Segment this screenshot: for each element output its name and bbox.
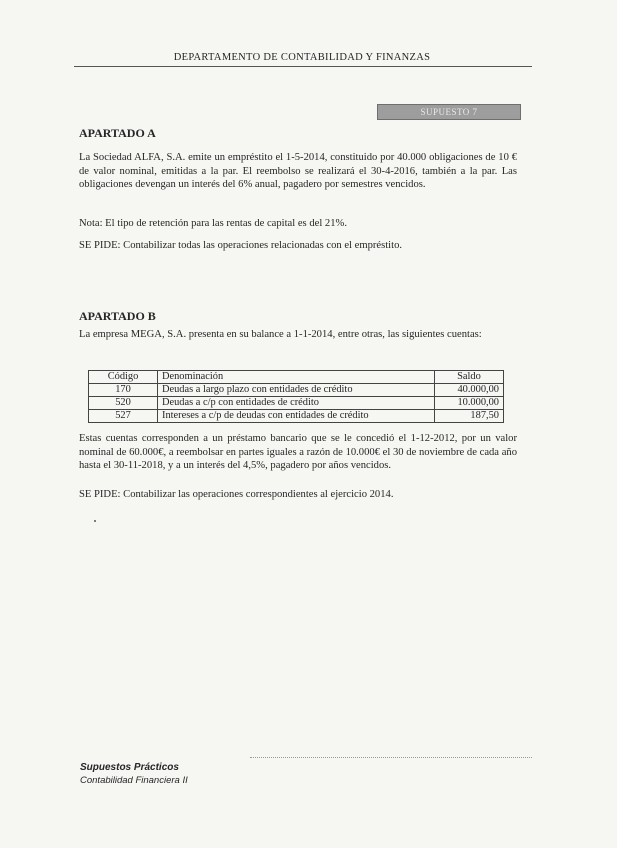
row-balance: 187,50	[435, 410, 504, 423]
apartado-a-se-pide: SE PIDE: Contabilizar todas las operaciones relacionadas con el empréstito.	[79, 240, 403, 251]
supuesto-stamp: SUPUESTO 7	[377, 104, 521, 120]
header-code: Código	[89, 371, 158, 384]
table-header-row	[89, 371, 504, 384]
accounts-table	[88, 370, 504, 423]
apartado-a-title: APARTADO A	[79, 126, 156, 140]
row-name: Deudas a largo plazo con entidades de crédito	[158, 384, 435, 397]
row-balance: 40.000,00	[435, 384, 504, 397]
table-row	[89, 397, 504, 410]
table-row	[89, 410, 504, 423]
row-balance: 10.000,00	[435, 397, 504, 410]
header-balance: Saldo	[435, 371, 504, 384]
apartado-b-paragraph: Estas cuentas corresponden a un préstamo bancario que se le concedió el 1-12-2012, por un valor nominal de 60.000€, a reembolsar en partes iguales a razón de 10.000€ el 30 de noviembre de cada año hasta el 30-11-2018, y a un interés del 4,5%, pagadero por años vencidos.	[79, 433, 517, 472]
scan-speck	[94, 520, 96, 522]
apartado-a-paragraph: La Sociedad ALFA, S.A. emite un empréstito el 1-5-2014, constituido por 40.000 obligaciones de 10 € de valor nominal, emitidas a la par. El reembolso se realizará el 30-4-2016, también a la par. Las obligaciones devengan un interés del 6% anual, pagadero por semestres vencidos.	[79, 152, 517, 191]
apartado-b-intro: La empresa MEGA, S.A. presenta en su balance a 1-1-2014, entre otras, las siguientes cuentas:	[79, 329, 482, 340]
apartado-b-title: APARTADO B	[79, 309, 156, 323]
row-code: 527	[89, 410, 158, 423]
footer-subject: Contabilidad Financiera II	[80, 775, 188, 786]
footer-divider	[250, 757, 532, 758]
header-name: Denominación	[158, 371, 435, 384]
row-name: Intereses a c/p de deudas con entidades de crédito	[158, 410, 435, 423]
table-row	[89, 384, 504, 397]
department-header: DEPARTAMENTO DE CONTABILIDAD Y FINANZAS	[173, 52, 431, 63]
footer-course-title: Supuestos Prácticos	[80, 762, 179, 773]
row-name: Deudas a c/p con entidades de crédito	[158, 397, 435, 410]
apartado-b-se-pide: SE PIDE: Contabilizar las operaciones correspondientes al ejercicio 2014.	[79, 489, 394, 500]
row-code: 520	[89, 397, 158, 410]
row-code: 170	[89, 384, 158, 397]
apartado-a-note: Nota: El tipo de retención para las rentas de capital es del 21%.	[79, 218, 347, 229]
header-divider	[74, 66, 532, 67]
